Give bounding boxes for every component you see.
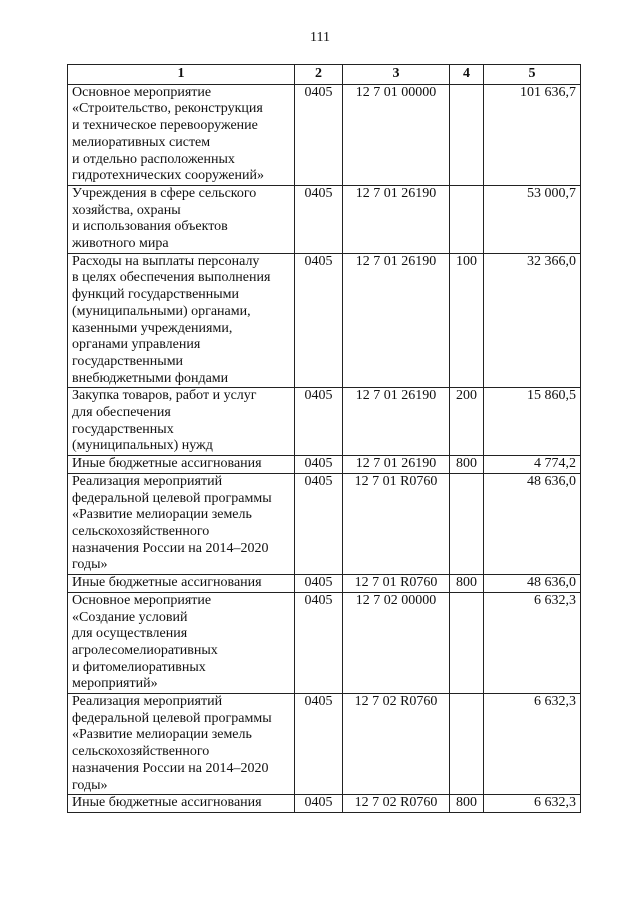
header-row [68, 65, 581, 85]
row-expense-type: 200 [450, 388, 484, 456]
row-section: 0405 [295, 575, 343, 593]
row-expense-type [450, 592, 484, 693]
row-amount: 15 860,5 [484, 388, 581, 456]
row-expense-type [450, 84, 484, 185]
row-expense-type [450, 694, 484, 795]
row-amount: 53 000,7 [484, 185, 581, 253]
row-amount: 101 636,7 [484, 84, 581, 185]
row-amount: 4 774,2 [484, 456, 581, 474]
budget-table [67, 64, 581, 813]
row-target-code: 12 7 02 00000 [343, 592, 450, 693]
row-name: Реализация мероприятий федеральной целевой программы «Развитие мелиорации земель сельскохозяйственного назначения России на 2014–2020 годы» [68, 694, 295, 795]
row-amount: 6 632,3 [484, 694, 581, 795]
row-section: 0405 [295, 388, 343, 456]
table-row [68, 575, 581, 593]
row-section: 0405 [295, 592, 343, 693]
header-col-1: 1 [68, 65, 295, 85]
row-target-code: 12 7 01 26190 [343, 185, 450, 253]
row-target-code: 12 7 01 26190 [343, 388, 450, 456]
row-amount: 32 366,0 [484, 253, 581, 388]
row-name: Иные бюджетные ассигнования [68, 575, 295, 593]
row-target-code: 12 7 02 R0760 [343, 694, 450, 795]
row-expense-type [450, 473, 484, 574]
row-name: Расходы на выплаты персоналу в целях обеспечения выполнения функций государственными (муниципальными) органами, казенными учреждениями, органами управления государственными внебюджетными фондами [68, 253, 295, 388]
table-row [68, 456, 581, 474]
table-row [68, 795, 581, 813]
row-expense-type: 800 [450, 456, 484, 474]
row-target-code: 12 7 01 00000 [343, 84, 450, 185]
row-amount: 48 636,0 [484, 575, 581, 593]
row-amount: 48 636,0 [484, 473, 581, 574]
table-row [68, 592, 581, 693]
row-expense-type [450, 185, 484, 253]
table-row [68, 473, 581, 574]
row-section: 0405 [295, 473, 343, 574]
page-number: 111 [310, 30, 330, 45]
row-expense-type: 100 [450, 253, 484, 388]
table-row [68, 84, 581, 185]
row-target-code: 12 7 01 R0760 [343, 473, 450, 574]
row-target-code: 12 7 01 R0760 [343, 575, 450, 593]
row-expense-type: 800 [450, 795, 484, 813]
row-name: Основное мероприятие «Создание условий для осуществления агролесомелиоративных и фитомелиоративных мероприятий» [68, 592, 295, 693]
row-amount: 6 632,3 [484, 592, 581, 693]
header-col-5: 5 [484, 65, 581, 85]
row-section: 0405 [295, 185, 343, 253]
table-row [68, 253, 581, 388]
row-target-code: 12 7 02 R0760 [343, 795, 450, 813]
header-col-3: 3 [343, 65, 450, 85]
row-name: Иные бюджетные ассигнования [68, 795, 295, 813]
row-amount: 6 632,3 [484, 795, 581, 813]
row-name: Учреждения в сфере сельского хозяйства, охраны и использования объектов животного мира [68, 185, 295, 253]
row-section: 0405 [295, 84, 343, 185]
row-name: Иные бюджетные ассигнования [68, 456, 295, 474]
header-col-4: 4 [450, 65, 484, 85]
row-expense-type: 800 [450, 575, 484, 593]
table-row [68, 694, 581, 795]
table-row [68, 388, 581, 456]
row-name: Закупка товаров, работ и услуг для обеспечения государственных (муниципальных) нужд [68, 388, 295, 456]
table-body [68, 84, 581, 812]
row-section: 0405 [295, 795, 343, 813]
row-target-code: 12 7 01 26190 [343, 456, 450, 474]
row-section: 0405 [295, 694, 343, 795]
table-row [68, 185, 581, 253]
row-target-code: 12 7 01 26190 [343, 253, 450, 388]
row-name: Реализация мероприятий федеральной целевой программы «Развитие мелиорации земель сельскохозяйственного назначения России на 2014–2020 годы» [68, 473, 295, 574]
row-section: 0405 [295, 253, 343, 388]
header-col-2: 2 [295, 65, 343, 85]
row-name: Основное мероприятие «Строительство, реконструкция и техническое перевооружение мелиоративных систем и отдельно расположенных гидротехнических сооружений» [68, 84, 295, 185]
row-section: 0405 [295, 456, 343, 474]
